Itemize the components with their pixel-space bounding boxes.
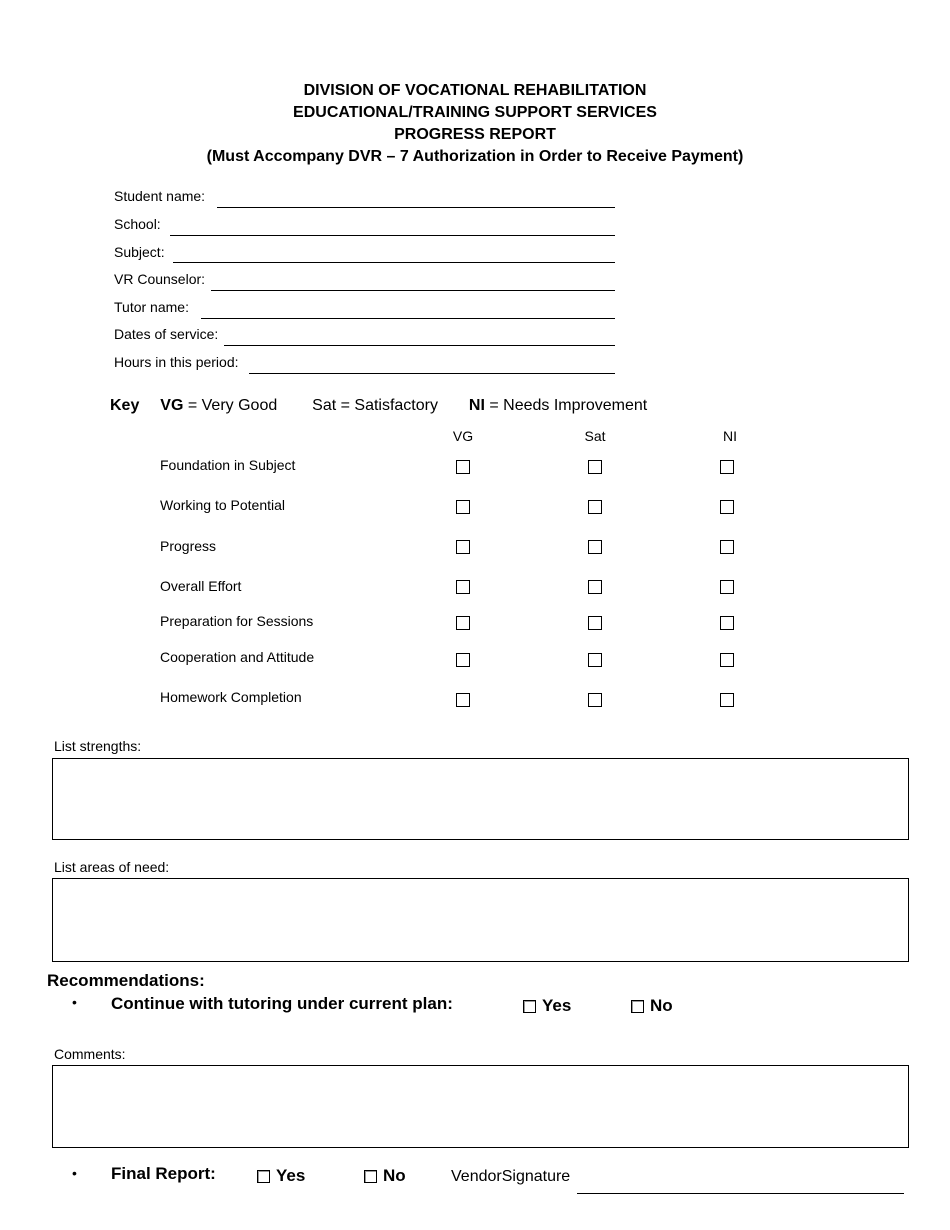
- checkbox-potential-ni[interactable]: [720, 500, 734, 514]
- school-label: School:: [114, 216, 161, 232]
- checkbox-potential-vg[interactable]: [456, 500, 470, 514]
- comments-textarea[interactable]: [52, 1065, 909, 1148]
- final-report-yes-option[interactable]: [257, 1165, 305, 1187]
- areas-of-need-textarea[interactable]: [52, 878, 909, 962]
- key-ni-text: = Needs Improvement: [489, 397, 648, 414]
- final-report-yes-checkbox[interactable]: [257, 1170, 270, 1183]
- checkbox-preparation-ni[interactable]: [720, 616, 734, 630]
- column-header-sat: Sat: [584, 428, 606, 444]
- title-line-1: DIVISION OF VOCATIONAL REHABILITATION: [303, 82, 647, 99]
- key-legend: [110, 396, 647, 416]
- criterion-progress: Progress: [160, 538, 217, 554]
- comments-label: Comments:: [54, 1046, 126, 1062]
- criterion-cooperation-and-attitude: Cooperation and Attitude: [160, 649, 315, 665]
- dates-of-service-label: Dates of service:: [114, 326, 219, 342]
- title-line-2: EDUCATIONAL/TRAINING SUPPORT SERVICES: [293, 104, 657, 121]
- tutor-name-label: Tutor name:: [114, 299, 189, 315]
- criterion-working-to-potential: Working to Potential: [160, 497, 286, 513]
- key-sat-text: Sat = Satisfactory: [312, 397, 438, 414]
- column-header-vg: VG: [452, 428, 474, 444]
- checkbox-foundation-vg[interactable]: [456, 460, 470, 474]
- key-ni-abbr: NI: [468, 397, 485, 414]
- checkbox-progress-vg[interactable]: [456, 540, 470, 554]
- checkbox-progress-sat[interactable]: [588, 540, 602, 554]
- recommendation-bullet: •: [72, 994, 77, 1010]
- checkbox-homework-sat[interactable]: [588, 693, 602, 707]
- continue-yes-checkbox[interactable]: [523, 1000, 536, 1013]
- strengths-label: List strengths:: [54, 738, 142, 754]
- column-header-ni: NI: [723, 428, 737, 444]
- final-report-no-label: No: [383, 1166, 406, 1185]
- continue-yes-label: Yes: [542, 996, 572, 1015]
- student-name-field[interactable]: [217, 207, 615, 208]
- continue-no-option[interactable]: [631, 995, 673, 1017]
- recommendations-heading: Recommendations:: [47, 971, 205, 990]
- checkbox-cooperation-vg[interactable]: [456, 653, 470, 667]
- checkbox-foundation-ni[interactable]: [720, 460, 734, 474]
- student-name-label: Student name:: [114, 188, 206, 204]
- tutor-name-field[interactable]: [201, 318, 615, 319]
- dates-of-service-field[interactable]: [224, 345, 615, 346]
- criterion-preparation-for-sessions: Preparation for Sessions: [160, 613, 314, 629]
- checkbox-cooperation-sat[interactable]: [588, 653, 602, 667]
- checkbox-progress-ni[interactable]: [720, 540, 734, 554]
- checkbox-effort-ni[interactable]: [720, 580, 734, 594]
- hours-label: Hours in this period:: [114, 354, 239, 370]
- school-field[interactable]: [170, 235, 615, 236]
- checkbox-homework-ni[interactable]: [720, 693, 734, 707]
- key-label: Key: [110, 397, 140, 414]
- vr-counselor-label: VR Counselor:: [114, 271, 206, 287]
- continue-yes-option[interactable]: [523, 995, 571, 1017]
- checkbox-potential-sat[interactable]: [588, 500, 602, 514]
- continue-tutoring-label: Continue with tutoring under current plan:: [111, 994, 453, 1013]
- criterion-homework-completion: Homework Completion: [160, 689, 302, 705]
- checkbox-effort-sat[interactable]: [588, 580, 602, 594]
- checkbox-preparation-vg[interactable]: [456, 616, 470, 630]
- final-report-no-option[interactable]: [364, 1165, 406, 1187]
- checkbox-preparation-sat[interactable]: [588, 616, 602, 630]
- checkbox-homework-vg[interactable]: [456, 693, 470, 707]
- strengths-textarea[interactable]: [52, 758, 909, 840]
- vendor-signature-field[interactable]: [577, 1193, 904, 1194]
- key-vg-text: = Very Good: [187, 397, 278, 414]
- checkbox-effort-vg[interactable]: [456, 580, 470, 594]
- vr-counselor-field[interactable]: [211, 290, 615, 291]
- checkbox-foundation-sat[interactable]: [588, 460, 602, 474]
- title-line-3: PROGRESS REPORT: [394, 126, 556, 143]
- subject-field[interactable]: [173, 262, 615, 263]
- final-report-no-checkbox[interactable]: [364, 1170, 377, 1183]
- title-line-4: (Must Accompany DVR – 7 Authorization in Order to Receive Payment): [206, 148, 744, 165]
- final-report-yes-label: Yes: [276, 1166, 306, 1185]
- criterion-overall-effort: Overall Effort: [160, 578, 242, 594]
- vendor-signature-label: VendorSignature: [451, 1168, 571, 1185]
- hours-field[interactable]: [249, 373, 615, 374]
- subject-label: Subject:: [114, 244, 165, 260]
- checkbox-cooperation-ni[interactable]: [720, 653, 734, 667]
- continue-no-label: No: [650, 996, 673, 1015]
- final-report-bullet: •: [72, 1165, 77, 1181]
- criterion-foundation-in-subject: Foundation in Subject: [160, 457, 296, 473]
- final-report-label: Final Report:: [111, 1164, 216, 1183]
- continue-no-checkbox[interactable]: [631, 1000, 644, 1013]
- areas-of-need-label: List areas of need:: [54, 859, 170, 875]
- key-vg-abbr: VG: [160, 397, 184, 414]
